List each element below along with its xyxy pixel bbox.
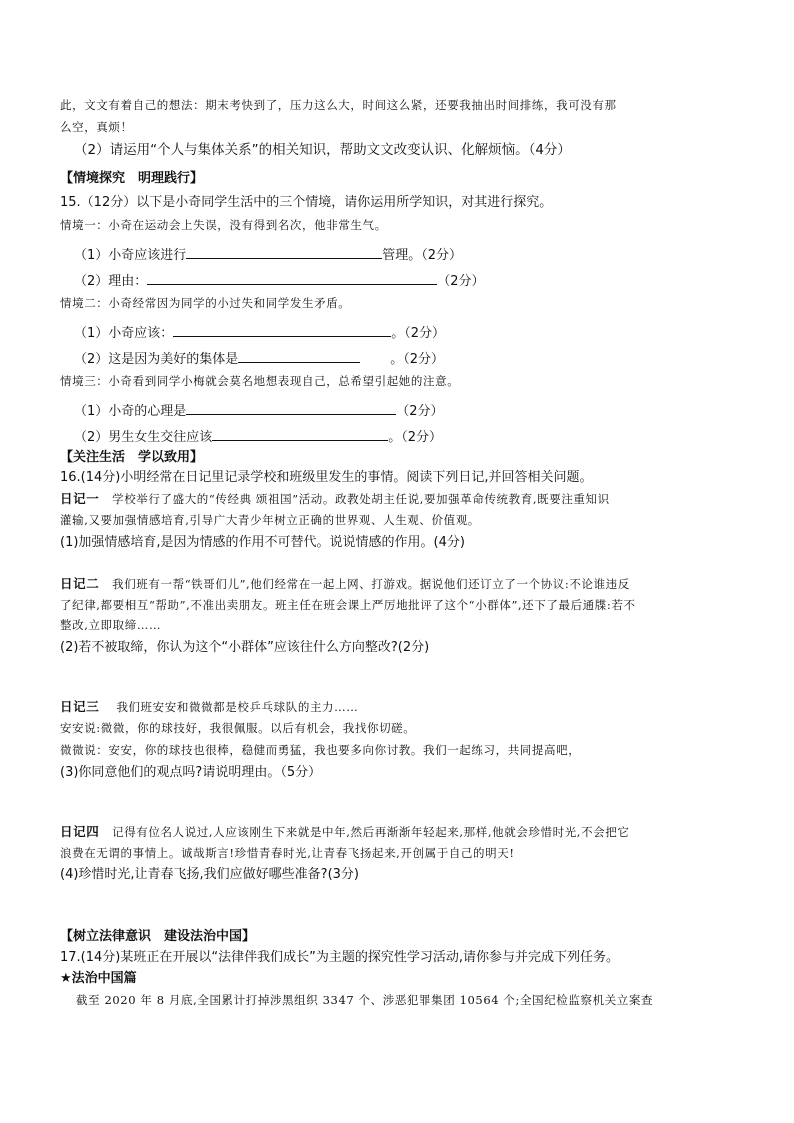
question-16-3: (3)你同意他们的观点吗?请说明理由。（5分） <box>60 765 322 780</box>
answer-blank[interactable] <box>186 402 396 415</box>
diary-label: 日记二 <box>60 576 100 591</box>
section-heading: 【情境探究 明理践行】 <box>60 171 204 186</box>
question-16-stem: 16.(14分)小明经常在日记里记录学校和班级里发生的事情。阅读下列日记,并回答相关问题。 <box>60 470 593 485</box>
prompt-text: （2）男生女生交往应该 <box>74 430 213 445</box>
diary-4-line <box>60 826 629 839</box>
diary-2-line <box>60 578 630 591</box>
question-15-stem: 15.（12分）以下是小奇同学生活中的三个情境，请你运用所学知识，对其进行探究。 <box>60 195 553 210</box>
scenario-1: 情境一：小奇在运动会上失误，没有得到名次，他非常生气。 <box>60 218 387 232</box>
answer-blank[interactable] <box>173 324 391 337</box>
scenario-2-q1 <box>74 324 445 340</box>
question-16-4: (4)珍惜时光,让青春飞扬,我们应做好哪些准备?(3分) <box>60 867 359 882</box>
score-text: （2分） <box>437 274 485 289</box>
scenario-1-q1 <box>74 246 462 262</box>
diary-2-line: 整改,立即取缔…… <box>60 618 162 632</box>
score-text: 。（2分） <box>391 326 446 341</box>
diary-1-line <box>60 493 610 506</box>
text-line: 么空，真烦！ <box>60 120 133 134</box>
scenario-2: 情境二：小奇经常因为同学的小过失和同学发生矛盾。 <box>60 296 351 310</box>
question-17-stem: 17.(14分)某班正在开展以“法律伴我们成长”为主题的探究性学习活动,请你参与并完成下列任务。 <box>60 950 619 965</box>
scenario-2-q2 <box>74 350 444 366</box>
diary-2-line: 了纪律,都要相互“帮助”,不准出卖朋友。班主任在班会课上严厉地批评了这个“小群体”,还下了最后通牒:若不 <box>60 598 636 612</box>
scenario-1-q2 <box>74 272 485 288</box>
prompt-text: （1）小奇应该进行 <box>74 248 187 263</box>
diary-1-line: 灌输,又要加强情感培育,引导广大青少年树立正确的世界观、人生观、价值观。 <box>60 513 480 527</box>
diary-3-line <box>60 701 358 714</box>
answer-blank[interactable] <box>212 428 388 441</box>
question-16-1: (1)加强情感培育,是因为情感的作用不可替代。说说情感的作用。(4分) <box>60 535 465 550</box>
diary-3-line: 微微说：安安，你的球技也很棒，稳健而勇猛，我也要多向你讨教。我们一起练习，共同提高吧， <box>60 743 581 757</box>
sub-heading: ★法治中国篇 <box>60 971 137 986</box>
text-line: 截至 2020 年 8 月底,全国累计打掉涉黑组织 3347 个、涉恶犯罪集团 10564 个;全国纪检监察机关立案查 <box>76 993 654 1007</box>
answer-blank[interactable] <box>147 272 437 285</box>
section-heading: 【树立法律意识 建设法治中国】 <box>60 929 256 944</box>
question-16-2: (2)若不被取缔，你认为这个“小群体”应该往什么方向整改?(2分) <box>60 640 430 655</box>
answer-blank[interactable] <box>238 350 360 363</box>
diary-text: 我们班有一帮“铁哥们儿”,他们经常在一起上网、打游戏。据说他们还订立了一个协议:不论谁违反 <box>112 577 630 591</box>
diary-label: 日记一 <box>60 491 100 506</box>
prompt-text: （2）理由： <box>74 274 148 289</box>
section-heading: 【关注生活 学以致用】 <box>60 450 204 465</box>
diary-text: 记得有位名人说过,人应该刚生下来就是中年,然后再渐渐年轻起来,那样,他就会珍惜时光,不会把它 <box>112 825 630 839</box>
diary-label: 日记四 <box>60 824 100 839</box>
diary-4-line: 浪费在无谓的事情上。诚哉斯言!珍惜青春时光,让青春飞扬起来,开创属于自己的明天! <box>60 846 515 860</box>
score-text: 。（2分） <box>388 430 443 445</box>
prompt-text: （1）小奇的心理是 <box>74 404 187 419</box>
text-line: 此，文文有着自己的想法：期末考快到了，压力这么大，时间这么紧，还要我抽出时间排练，我可没有那 <box>60 98 617 112</box>
score-text: 管理。（2分） <box>382 248 463 263</box>
score-text: （2分） <box>396 404 444 419</box>
score-text: 。（2分） <box>390 352 445 367</box>
prompt-text: （2）这是因为美好的集体是 <box>74 352 239 367</box>
prompt-text: （1）小奇应该： <box>74 326 174 341</box>
scenario-3-q1 <box>74 402 444 418</box>
diary-text: 我们班安安和微微都是校乒乓球队的主力…… <box>116 700 359 714</box>
question-14-2: （2）请运用“个人与集体关系”的相关知识，帮助文文改变认识、化解烦恼。（4分） <box>74 142 571 158</box>
scenario-3-q2 <box>74 428 442 444</box>
diary-label: 日记三 <box>60 699 100 714</box>
scenario-3: 情境三：小奇看到同学小梅就会莫名地想表现自己，总希望引起她的注意。 <box>60 374 460 388</box>
diary-text: 学校举行了盛大的“传经典 颂祖国”活动。政教处胡主任说,要加强革命传统教育,既要注重知识 <box>112 492 610 506</box>
diary-3-line: 安安说:微微，你的球技好，我很佩服。以后有机会，我找你切磋。 <box>60 721 416 735</box>
answer-blank[interactable] <box>186 246 382 259</box>
